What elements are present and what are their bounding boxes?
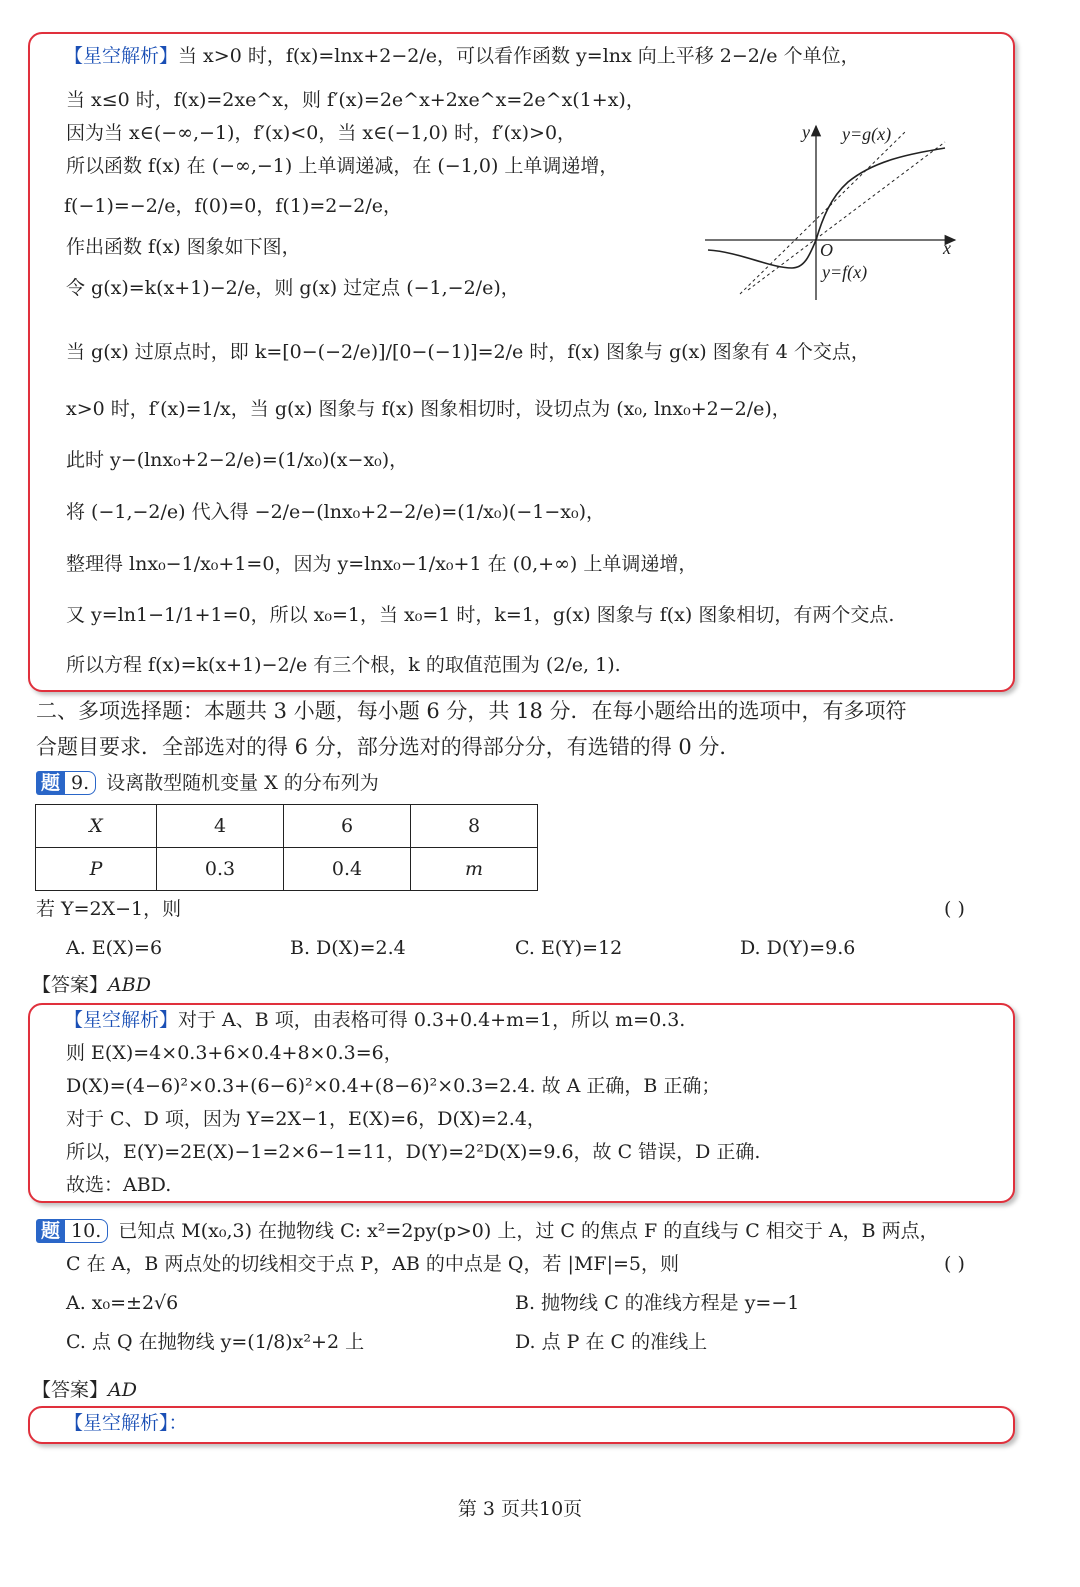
graph-label-f: y=f(x) [822, 262, 868, 282]
question-badge: 题 [36, 771, 65, 795]
answer-value: AD [108, 1379, 137, 1401]
solution-q8-line-4: 所以函数 f(x) 在 (−∞,−1) 上单调递减，在 (−1,0) 上单调递增， [66, 155, 619, 177]
solution-q8-line-12: 整理得 lnx₀−1/x₀+1=0，因为 y=lnx₀−1/x₀+1 在 (0,+∞) 上单调递增， [66, 553, 698, 575]
answer-value: ABD [108, 974, 151, 996]
function-graph [700, 118, 960, 308]
solution-q8-line-1: 【星空解析】当 x>0 时，f(x)=lnx+2−2/e，可以看作函数 y=lnx 向上平移 2−2/e 个单位， [64, 45, 860, 67]
q10-answer [32, 1376, 137, 1404]
solution-tag: 【星空解析】 [64, 1009, 179, 1031]
question-9-condition: 若 Y=2X−1，则 [36, 898, 182, 920]
table-cell: 0.3 [157, 848, 284, 891]
q9-answer [32, 971, 151, 999]
solution-q8-line-10: 此时 y−(lnx₀+2−2/e)=(1/x₀)(x−x₀)， [66, 449, 409, 471]
table-cell: P [36, 848, 157, 891]
solution-q8-line-9: x>0 时，f′(x)=1/x，当 g(x) 图象与 f(x) 图象相切时，设切点为 (x₀, lnx₀+2−2/e)， [66, 398, 791, 420]
q10-option-c: C. 点 Q 在抛物线 y=(1/8)x²+2 上 [66, 1331, 365, 1353]
q10-option-b: B. 抛物线 C 的准线方程是 y=−1 [515, 1292, 800, 1314]
solution-q8-line-11: 将 (−1,−2/e) 代入得 −2/e−(lnx₀+2−2/e)=(1/x₀)(−1−x₀)， [66, 501, 606, 523]
solution-q8-line-5: f(−1)=−2/e，f(0)=0，f(1)=2−2/e， [64, 195, 403, 217]
table-cell: 8 [411, 805, 538, 848]
answer-label: 【答案】 [32, 974, 109, 996]
question-10-stem-1: 题 10. 已知点 M(x₀,3) 在抛物线 C: x²=2py(p>0) 上，过 C 的焦点 F 的直线与 C 相交于 A，B 两点， [36, 1217, 939, 1245]
q10-option-a: A. x₀=±2√6 [66, 1292, 179, 1314]
question-number: 9. [65, 771, 96, 795]
question-9-stem: 题 9. 设离散型随机变量 X 的分布列为 [36, 769, 379, 797]
table-row [36, 848, 538, 891]
question-number: 10. [65, 1219, 108, 1243]
answer-label: 【答案】 [32, 1379, 109, 1401]
q10-option-d: D. 点 P 在 C 的准线上 [515, 1331, 708, 1353]
solution-q8-line-6: 作出函数 f(x) 图象如下图， [66, 236, 301, 258]
question-badge: 题 [36, 1219, 65, 1243]
solution-q8-line-7: 令 g(x)=k(x+1)−2/e，则 g(x) 过定点 (−1,−2/e)， [66, 277, 520, 299]
graph-axis-x: x [943, 238, 951, 258]
question-9-paren: ( ) [944, 898, 965, 920]
q9-option-a: A. E(X)=6 [66, 937, 163, 959]
solution-q10-tag: 【星空解析】： [64, 1412, 188, 1434]
q9-option-b: B. D(X)=2.4 [290, 937, 406, 959]
solution-q8-line-3: 因为当 x∈(−∞,−1)，f′(x)<0，当 x∈(−1,0) 时，f′(x)>0， [66, 122, 577, 144]
question-10-stem-2: C 在 A，B 两点处的切线相交于点 P，AB 的中点是 Q，若 |MF|=5，则 [66, 1253, 679, 1275]
question-10-paren: ( ) [944, 1253, 965, 1275]
table-cell: 4 [157, 805, 284, 848]
table-cell: m [411, 848, 538, 891]
q9-option-d: D. D(Y)=9.6 [740, 937, 856, 959]
graph-label-g: y=g(x) [842, 124, 892, 144]
table-cell: X [36, 805, 157, 848]
solution-tag: 【星空解析】 [64, 45, 179, 67]
solution-q8-line-13: 又 y=ln1−1/1+1=0，所以 x₀=1，当 x₀=1 时，k=1，g(x) 图象与 f(x) 图象相切，有两个交点. [66, 604, 895, 626]
table-cell: 6 [284, 805, 411, 848]
page-footer: 第 3 页共10页 [457, 1498, 583, 1520]
solution-q8-line-8: 当 g(x) 过原点时，即 k=[0−(−2/e)]/[0−(−1)]=2/e 时，f(x) 图象与 g(x) 图象有 4 个交点， [66, 341, 870, 363]
solution-q9-line-4: 对于 C、D 项，因为 Y=2X−1，E(X)=6，D(X)=2.4， [66, 1108, 546, 1130]
graph-axis-y: y [802, 122, 810, 142]
q9-option-c: C. E(Y)=12 [515, 937, 623, 959]
table-cell: 0.4 [284, 848, 411, 891]
solution-q8-line-14: 所以方程 f(x)=k(x+1)−2/e 有三个根，k 的取值范围为 (2/e, 1). [66, 654, 621, 676]
solution-q9-line-2: 则 E(X)=4×0.3+6×0.4+8×0.3=6， [66, 1042, 403, 1064]
solution-q9-line-5: 所以，E(Y)=2E(X)−1=2×6−1=11，D(Y)=2²D(X)=9.6，故 C 错误，D 正确. [66, 1141, 761, 1163]
distribution-table [35, 804, 538, 891]
solution-q8-line-2: 当 x≤0 时，f(x)=2xe^x，则 f′(x)=2e^x+2xe^x=2e^x(1+x)， [66, 89, 645, 111]
solution-q9-line-6: 故选：ABD. [66, 1174, 172, 1196]
solution-q9-line-3: D(X)=(4−6)²×0.3+(6−6)²×0.4+(8−6)²×0.3=2.4. 故 A 正确，B 正确； [66, 1075, 721, 1097]
graph-origin: O [820, 240, 833, 260]
section2-heading-line1: 二、多项选择题：本题共 3 小题，每小题 6 分，共 18 分．在每小题给出的选项中，有多项符 [36, 699, 907, 723]
solution-q9-line-1: 【星空解析】对于 A、B 项，由表格可得 0.3+0.4+m=1，所以 m=0.3. [64, 1009, 686, 1031]
section2-heading-line2: 合题目要求．全部选对的得 6 分，部分选对的得部分分，有选错的得 0 分． [36, 735, 741, 759]
table-row [36, 805, 538, 848]
